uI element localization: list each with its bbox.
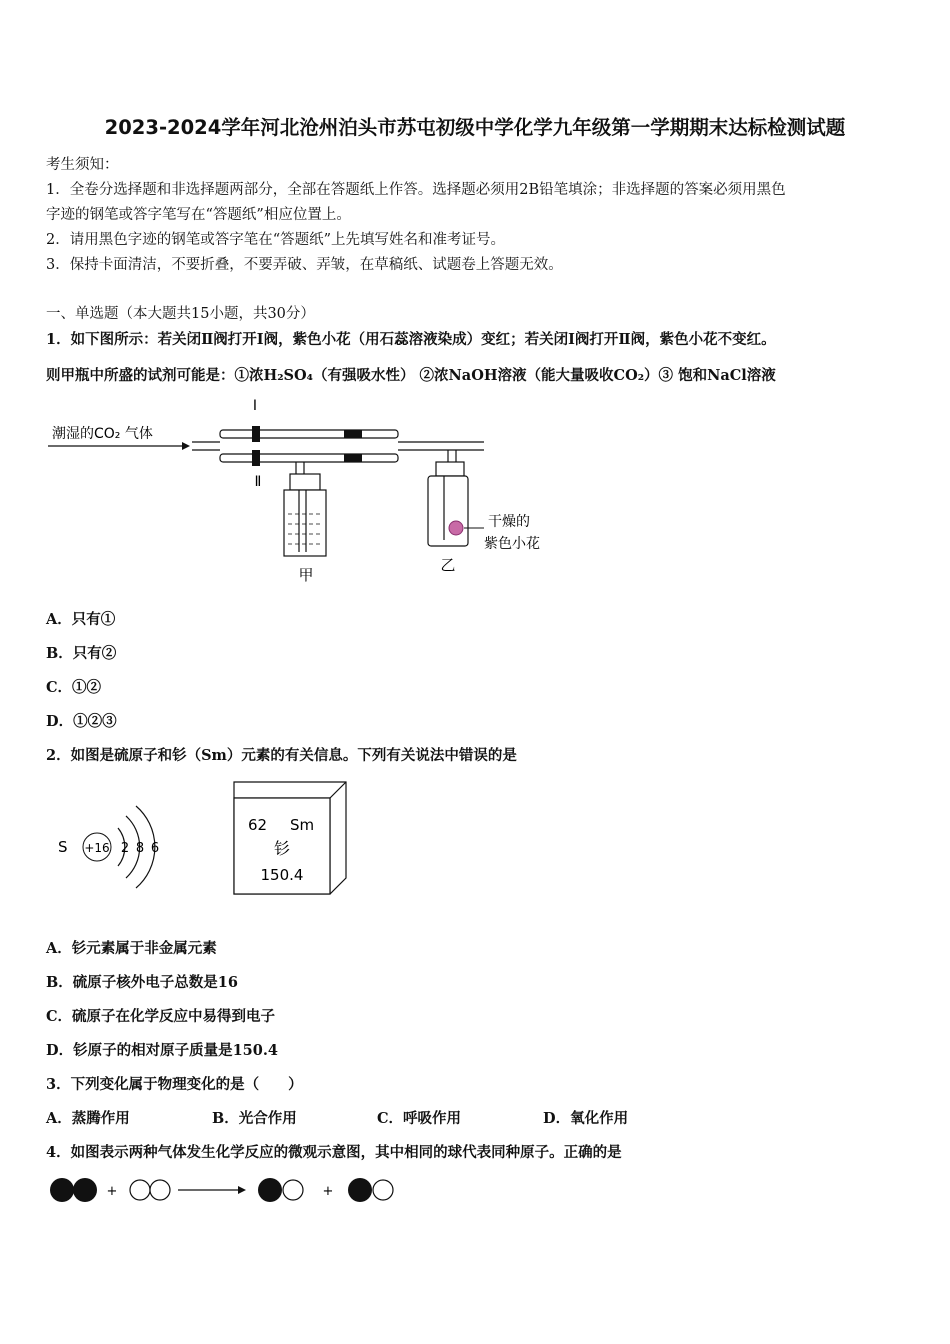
arrow-head-icon (182, 442, 190, 450)
bottle-jia-label: 甲 (298, 566, 314, 584)
flower-icon (449, 521, 463, 535)
element-symbol: Sm (290, 816, 315, 834)
valve-2 (252, 450, 260, 466)
bottle-yi (428, 462, 468, 546)
notice-item: 3．保持卡面清洁，不要折叠，不要弄破、弄皱，在草稿纸、试题卷上答题无效。 (46, 257, 563, 273)
q2-figure (52, 778, 352, 902)
q4-reaction-figure (44, 1170, 414, 1214)
white-atom (150, 1180, 170, 1200)
element-number: 62 (248, 816, 268, 834)
atom-symbol: S (58, 838, 68, 856)
pipe-joint (344, 454, 362, 462)
q1-option-a[interactable]: A．只有① (46, 611, 116, 628)
q2-stem: 2．如图是硫原子和钐（Sm）元素的有关信息。下列有关说法中错误的是 (46, 747, 517, 764)
plus-sign: + (106, 1184, 118, 1199)
shell-count: 6 (150, 841, 160, 856)
page-title: 2023-2024学年河北沧州泊头市苏屯初级中学化学九年级第一学期期末达标检测试题 (104, 116, 846, 139)
q1-apparatus-figure (44, 392, 564, 588)
black-atom (348, 1178, 372, 1202)
q3-option-c[interactable]: C．呼吸作用 (377, 1110, 462, 1127)
valve-1-label: Ⅰ (252, 398, 258, 414)
shell-count: 8 (135, 841, 145, 856)
plus-sign: + (322, 1184, 334, 1199)
notice-item: 字迹的钢笔或答字笔写在“答题纸”相应位置上。 (46, 207, 351, 223)
notice-item: 1．全卷分选择题和非选择题两部分，全部在答题纸上作答。选择题必须用2B铅笔填涂；非选择题的答案必须用黑色 (46, 182, 786, 198)
arrow-head-icon (238, 1186, 246, 1194)
black-atom (73, 1178, 97, 1202)
q1-stem-line2: 则甲瓶中所盛的试剂可能是：①浓H₂SO₄（有强吸水性） ②浓NaOH溶液（能大量吸收CO₂）③ 饱和NaCl溶液 (46, 367, 776, 384)
q2-option-a[interactable]: A．钐元素属于非金属元素 (46, 940, 217, 957)
q1-option-c[interactable]: C．①② (46, 679, 102, 696)
q3-option-b[interactable]: B．光合作用 (212, 1110, 297, 1127)
valve-2-label: Ⅱ (254, 474, 262, 490)
white-atom (283, 1180, 303, 1200)
q1-stem-line1: 1．如下图所示：若关闭Ⅱ阀打开Ⅰ阀，紫色小花（用石蕊溶液染成）变红；若关闭Ⅰ阀打开Ⅱ阀，紫色小花不变红。 (46, 331, 776, 348)
white-atom (130, 1180, 150, 1200)
q3-option-d[interactable]: D．氧化作用 (543, 1110, 629, 1127)
valve-1 (252, 426, 260, 442)
q4-stem: 4．如图表示两种气体发生化学反应的微观示意图，其中相同的球代表同种原子。正确的是 (46, 1144, 622, 1161)
white-atom (373, 1180, 393, 1200)
notice-item: 2．请用黑色字迹的钢笔或答字笔在“答题纸”上先填写姓名和准考证号。 (46, 232, 506, 248)
flower-label-1: 干燥的 (488, 514, 530, 530)
gas-label: 潮湿的CO₂ 气体 (52, 426, 153, 442)
q3-option-a[interactable]: A．蒸腾作用 (46, 1110, 130, 1127)
pipe-joint (344, 430, 362, 438)
element-name: 钐 (273, 839, 291, 858)
black-atom (50, 1178, 74, 1202)
q3-stem: 3．下列变化属于物理变化的是（ ） (46, 1076, 303, 1093)
flower-label-2: 紫色小花 (484, 536, 540, 552)
q2-option-c[interactable]: C．硫原子在化学反应中易得到电子 (46, 1008, 276, 1025)
notice-heading: 考生须知： (46, 157, 119, 173)
section-heading: 一、单选题（本大题共15小题，共30分） (46, 306, 315, 322)
q2-option-b[interactable]: B．硫原子核外电子总数是16 (46, 974, 238, 991)
shell-count: 2 (120, 841, 130, 856)
bottle-yi-label: 乙 (440, 556, 456, 574)
element-mass: 150.4 (260, 866, 304, 884)
q2-option-d[interactable]: D．钐原子的相对原子质量是150.4 (46, 1042, 278, 1059)
q1-option-d[interactable]: D．①②③ (46, 713, 117, 730)
atom-nucleus-charge: +16 (84, 841, 110, 855)
q1-option-b[interactable]: B．只有② (46, 645, 117, 662)
black-atom (258, 1178, 282, 1202)
